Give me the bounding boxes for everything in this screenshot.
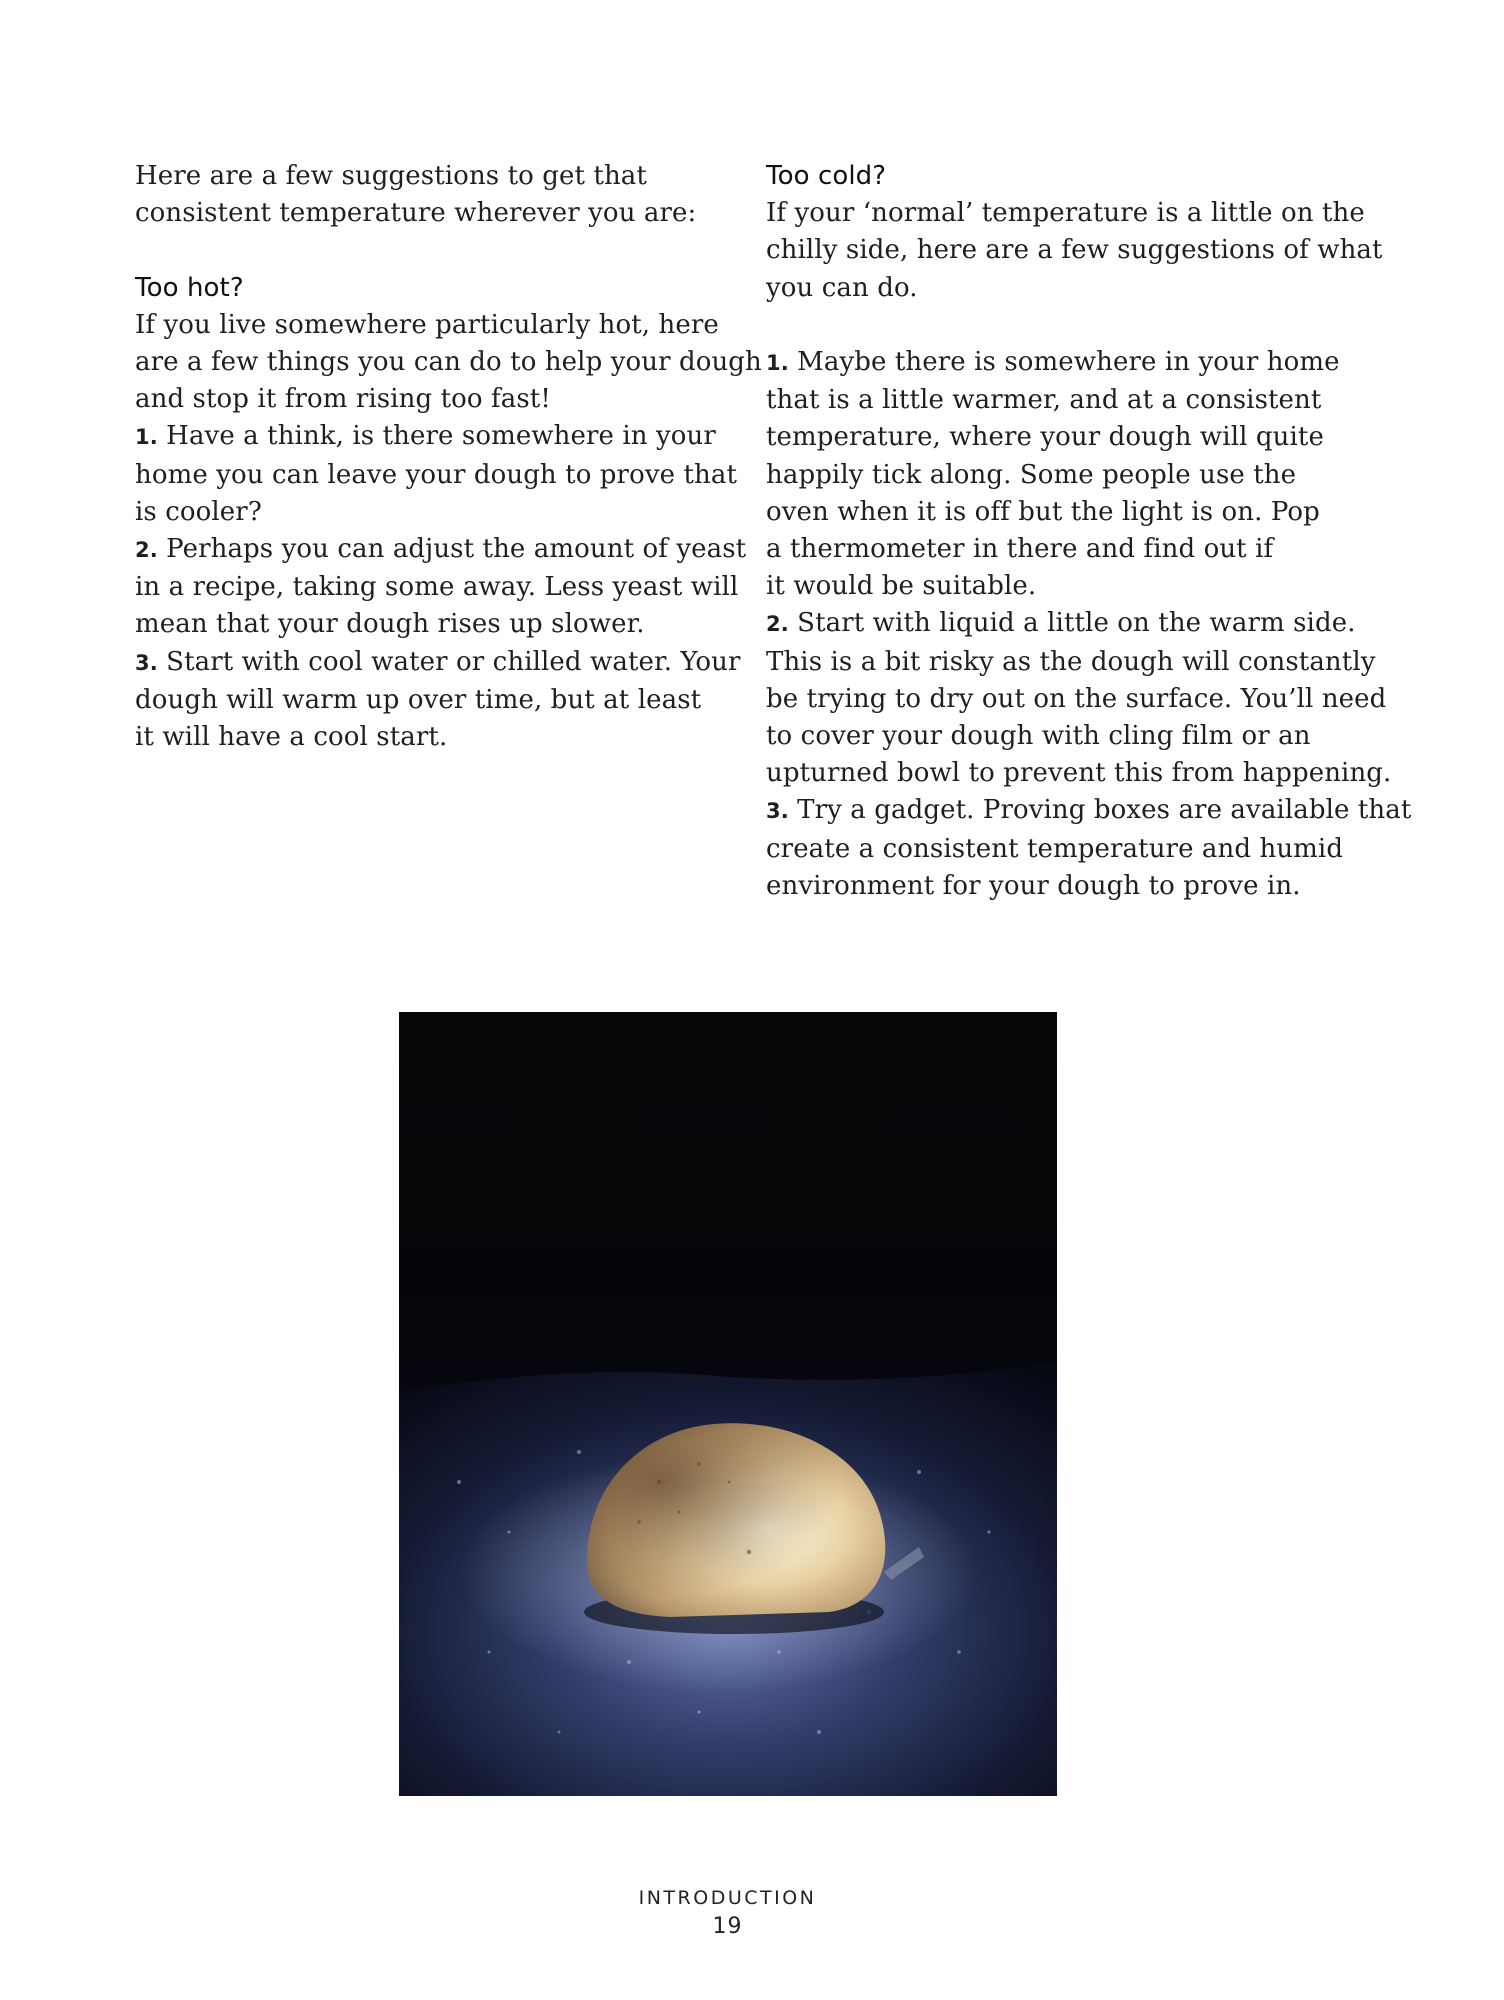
body-line: are a few things you can do to help your dough — [135, 347, 762, 377]
item-text: a thermometer in there and find out if — [766, 534, 1274, 565]
item-text: in a recipe, taking some away. Less yeast will — [135, 572, 739, 603]
item-text: temperature, where your dough will quite — [766, 422, 1324, 453]
list-item — [135, 418, 715, 456]
item-text: Have a think, is there somewhere in your — [166, 421, 716, 452]
too-hot-heading: Too hot? — [135, 272, 244, 303]
list-item — [766, 344, 1366, 382]
list-item — [766, 792, 1412, 830]
body-line: you can do. — [766, 272, 918, 303]
too-cold-heading: Too cold? — [766, 161, 887, 191]
item-text: it would be suitable. — [766, 571, 1037, 602]
item-number: 3. — [135, 650, 158, 675]
item-text: Maybe there is somewhere in your home — [797, 347, 1340, 377]
item-number: 2. — [766, 612, 789, 637]
item-text: be trying to dry out on the surface. You’ll need — [766, 683, 1387, 714]
item-text: Perhaps you can adjust the amount of yeast — [166, 534, 747, 565]
right-column — [766, 158, 1412, 905]
list-item — [766, 605, 1366, 643]
item-text: it will have a cool start. — [135, 722, 448, 753]
body-line: If you live somewhere particularly hot, here — [135, 309, 719, 340]
body-line: If your ‘normal’ temperature is a little on the — [766, 198, 1365, 229]
item-text: happily tick along. Some people use the — [766, 459, 1297, 490]
list-item — [135, 644, 741, 682]
intro-line: consistent temperature wherever you are: — [135, 198, 697, 229]
item-number: 1. — [135, 425, 158, 450]
page-number: 19 — [712, 1914, 743, 1939]
dough-photo — [399, 1012, 1057, 1796]
section-label: INTRODUCTION — [638, 1887, 817, 1909]
item-number: 1. — [766, 351, 789, 375]
item-number: 3. — [766, 799, 789, 824]
item-text: home you can leave your dough to prove that — [135, 459, 738, 490]
item-text: is cooler? — [135, 496, 262, 527]
item-text: mean that your dough rises up slower. — [135, 609, 645, 640]
item-text: upturned bowl to prevent this from happening. — [766, 758, 1392, 789]
item-text: Start with liquid a little on the warm side. — [797, 608, 1356, 639]
item-text: dough will warm up over time, but at least — [135, 684, 702, 715]
intro-line: Here are a few suggestions to get that — [135, 161, 647, 191]
item-text: environment for your dough to prove in. — [766, 870, 1301, 901]
body-line: and stop it from rising too fast! — [135, 384, 551, 415]
item-text: Start with cool water or chilled water. Your — [166, 646, 741, 677]
item-text: Try a gadget. Proving boxes are available that — [797, 795, 1412, 826]
left-column — [135, 158, 762, 756]
item-text: create a consistent temperature and humid — [766, 833, 1344, 864]
list-item — [135, 531, 747, 569]
item-text: to cover your dough with cling film or an — [766, 721, 1311, 752]
item-number: 2. — [135, 538, 158, 563]
item-text: oven when it is off but the light is on. Pop — [766, 496, 1320, 527]
body-line: chilly side, here are a few suggestions of what — [766, 235, 1383, 266]
item-text: This is a bit risky as the dough will constantly — [766, 646, 1376, 677]
item-text: that is a little warmer, and at a consistent — [766, 385, 1322, 416]
